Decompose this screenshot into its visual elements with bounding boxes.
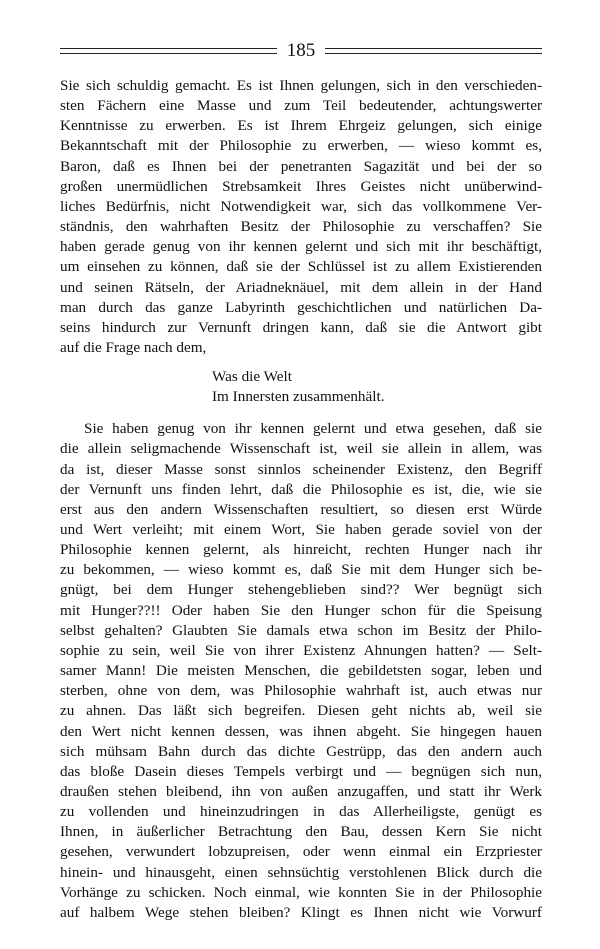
text-line: Ihnen, in äußerlicher Betrachtung den Bau, dessen Kern Sie nicht bbox=[60, 823, 542, 841]
text-line: man durch das ganze Labyrinth geschichtlichen und natürlichen Da- bbox=[60, 298, 542, 316]
text-line: auf die Frage nach dem, bbox=[60, 339, 207, 357]
verse-line: Im Innersten zusammenhält. bbox=[212, 388, 385, 406]
text-line: den Wert nicht kennen dessen, was ihnen abgeht. Sie hingegen hauen bbox=[60, 722, 542, 740]
text-line: Sie sich schuldig gemacht. Es ist Ihnen gelungen, sich in den verschieden- bbox=[60, 77, 542, 94]
text-line: gesehen, verwundert lobzupreisen, oder wenn einmal ein Erzpriester bbox=[60, 843, 542, 861]
paragraph-2 bbox=[60, 419, 542, 923]
text-line: erst aus den andern Wissenschaften resultiert, so diesen erst Würde bbox=[60, 500, 542, 518]
header-rule-left bbox=[60, 48, 277, 54]
paragraph-1 bbox=[60, 76, 542, 358]
header-rule-right bbox=[325, 48, 542, 54]
text-line: seins hindurch zur Vernunft dringen kann, daß sie die Antwort gibt bbox=[60, 318, 542, 336]
text-line: die allein seligmachende Wissenschaft ist, weil sie allein in allem, was bbox=[60, 440, 542, 458]
verse-line: Was die Welt bbox=[212, 368, 292, 386]
page-number: 185 bbox=[286, 40, 316, 61]
text-line: um einsehen zu können, daß sie der Schlüssel ist zu allem Existierenden bbox=[60, 258, 542, 276]
text-line: haben gerade genug von ihr kennen gelernt und sich mit ihr beschäftigt, bbox=[60, 238, 542, 256]
text-line: sophie zu sein, weil Sie von ihrer Existenz Ahnungen hatten? — Selt- bbox=[60, 641, 542, 659]
text-line: liches Bedürfnis, nicht Notwendigkeit war, sich das vollkommene Ver- bbox=[60, 197, 542, 215]
text-line: Bekanntschaft mit der Philosophie zu erwerben, — wieso kommt es, bbox=[60, 137, 542, 155]
text-line: großen unermüdlichen Strebsamkeit Ihres Geistes nicht unüberwind- bbox=[60, 177, 542, 195]
text-line: da ist, dieser Masse sonst sinnlos scheinender Existenz, den Begriff bbox=[60, 460, 542, 478]
text-line: ständnis, den wahrhaften Besitz der Philosophie zu verschaffen? Sie bbox=[60, 218, 542, 236]
text-line: Kenntnisse zu erwerben. Es ist Ihrem Ehrgeiz gelungen, sich einige bbox=[60, 117, 542, 135]
text-line: sterben, ohne von dem, was Philosophie wahrhaft ist, auch etwas nur bbox=[60, 682, 542, 700]
page-header bbox=[60, 40, 542, 62]
verse-quote bbox=[212, 367, 542, 407]
text-line: sten Fächern eine Masse und zum Teil bedeutender, achtungswerter bbox=[60, 97, 542, 115]
text-line: selbst gehalten? Glaubten Sie damals etwa schon im Besitz der Philo- bbox=[60, 621, 542, 639]
text-line: auf halbem Wege stehen bleiben? Klingt es Ihnen nicht wie Vorwurf bbox=[60, 903, 542, 921]
book-page bbox=[60, 40, 542, 923]
text-line: und Wert verleiht; mit einem Wort, Sie haben gerade soviel von der bbox=[60, 520, 542, 538]
text-line: sich mühsam Bahn durch das dichte Gestrüpp, das den andern auch bbox=[60, 742, 542, 760]
text-line: Baron, daß es Ihnen bei der penetranten Sagazität und bei der so bbox=[60, 157, 542, 175]
text-line: und seinen Rätseln, der Ariadneknäuel, mit dem allein in der Hand bbox=[60, 278, 542, 296]
text-line: draußen stehen bleibend, ihn von außen anzugaffen, und statt ihr Werk bbox=[60, 783, 542, 800]
text-line: Sie haben genug von ihr kennen gelernt und etwa gesehen, daß sie bbox=[84, 420, 542, 438]
text-line: Philosophie kennen gelernt, als hinreicht, rechten Hunger nach ihr bbox=[60, 541, 542, 559]
text-line: zu ahnen. Das läßt sich begreifen. Diesen geht nichts ab, weil sie bbox=[60, 702, 542, 720]
text-line: das bloße Dasein dieses Tempels verbirgt und — begnügen sich nun, bbox=[60, 762, 542, 780]
text-line: der Vernunft uns finden lehrt, daß die Philosophie es ist, die, wie sie bbox=[60, 480, 542, 498]
text-line: zu bekommen, — wieso kommt es, daß Sie mit dem Hunger sich be- bbox=[60, 561, 542, 579]
text-line: samer Mann! Die meisten Menschen, die gebildetsten sogar, leben und bbox=[60, 662, 542, 680]
text-line: gnügt, bei dem Hunger stehengeblieben sind?? Wer begnügt sich bbox=[60, 581, 542, 599]
text-line: Vorhänge zu schicken. Noch einmal, wie konnten Sie in der Philosophie bbox=[60, 883, 542, 901]
text-line: hinein- und hinausgeht, einen sehnsüchtig verstohlenen Blick durch die bbox=[60, 863, 542, 881]
text-line: zu vollenden und hineinzudringen in das Allerheiligste, genügt es bbox=[60, 803, 542, 821]
text-line: mit Hunger??!! Oder haben Sie den Hunger schon für die Speisung bbox=[60, 601, 542, 619]
